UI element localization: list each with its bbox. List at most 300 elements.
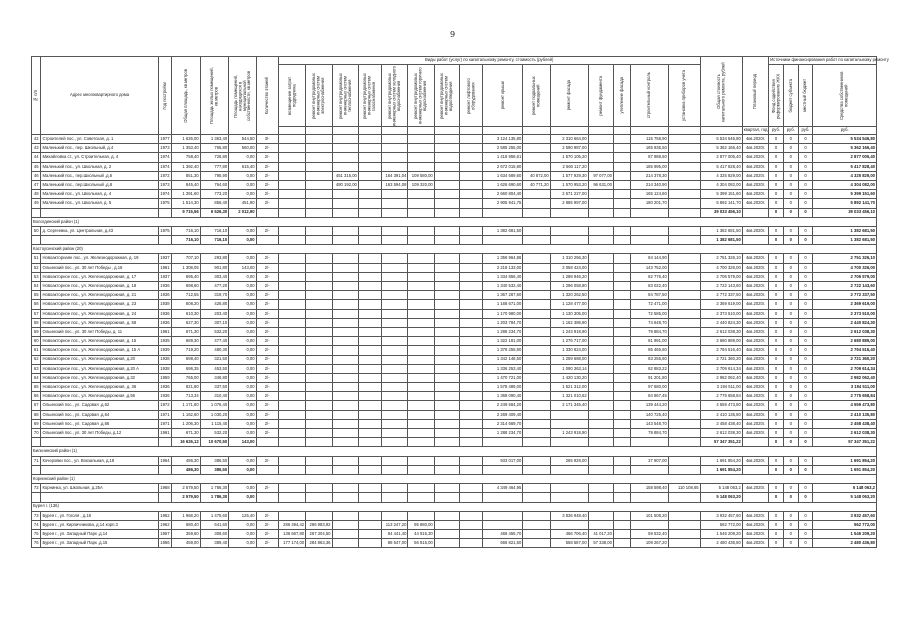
table-cell xyxy=(588,337,613,346)
table-cell: 4кв.2020г. xyxy=(742,511,768,520)
table-cell: 5 892 141,70 xyxy=(813,199,877,208)
table-cell xyxy=(668,254,700,263)
table-cell: 0 xyxy=(769,263,784,272)
table-cell: 451,90 xyxy=(229,199,256,208)
table-cell: 1 968,20 xyxy=(172,511,200,520)
table-cell: 0,00 xyxy=(229,327,256,336)
table-cell xyxy=(588,300,613,309)
table-cell xyxy=(358,254,381,263)
table-cell: 1 626 690,60 xyxy=(483,180,523,189)
table-cell xyxy=(278,392,305,401)
table-row xyxy=(32,511,877,520)
table-cell xyxy=(358,346,381,355)
table-cell xyxy=(382,346,408,355)
table-cell xyxy=(523,309,550,318)
table-cell: 0,00 xyxy=(229,180,256,189)
table-cell: 2/- xyxy=(256,318,278,327)
table-cell xyxy=(408,282,434,291)
table-cell: 0,00 xyxy=(229,153,256,162)
table-cell: 2 680 889,00 xyxy=(700,337,742,346)
table-cell xyxy=(434,318,459,327)
table-cell xyxy=(613,153,630,162)
table-cell xyxy=(668,419,700,428)
table-cell: 560,00 xyxy=(229,144,256,153)
table-cell xyxy=(588,364,613,373)
table-cell: 62 xyxy=(32,355,41,364)
table-cell: 712,55 xyxy=(172,291,200,300)
table-cell: 0 xyxy=(783,456,798,465)
table-cell xyxy=(306,327,332,336)
table-cell: 0 xyxy=(783,327,798,336)
table-cell xyxy=(668,429,700,438)
funding-col-header: местный бюджет xyxy=(798,65,813,127)
table-cell xyxy=(588,254,613,263)
table-cell xyxy=(668,327,700,336)
table-cell xyxy=(434,493,459,502)
table-cell: 671,30 xyxy=(172,429,200,438)
table-cell: 4кв.2020г. xyxy=(742,254,768,263)
table-row xyxy=(32,282,877,291)
table-cell xyxy=(742,493,768,502)
table-cell: 1974 xyxy=(158,153,172,162)
table-cell: 2 410 135,80 xyxy=(700,410,742,419)
table-cell: 4кв.2020г. xyxy=(742,282,768,291)
table-cell: 0 xyxy=(769,465,784,474)
table-cell: 164 391,04 xyxy=(382,171,408,180)
table-cell xyxy=(408,429,434,438)
work-col-header: ремонт фундамента xyxy=(588,65,613,127)
unit-rub: руб. xyxy=(798,127,813,135)
table-cell: 4кв.2020г. xyxy=(742,401,768,410)
table-cell: 57 347 351,22 xyxy=(700,438,742,447)
table-cell xyxy=(358,392,381,401)
table-cell: 610,30 xyxy=(172,309,200,318)
table-cell: 1936 xyxy=(158,291,172,300)
table-cell: 2 458 438,40 xyxy=(813,419,877,428)
table-cell xyxy=(434,236,459,245)
table-cell: 0 xyxy=(798,291,813,300)
table-cell xyxy=(523,254,550,263)
table-cell: 1 288 946,20 xyxy=(550,272,588,281)
table-cell: Маленький пос., пер. Школьный, д.4 xyxy=(41,144,158,153)
table-cell: 39 033 456,10 xyxy=(813,208,877,217)
table-cell xyxy=(382,364,408,373)
floors-header: Количество этажей xyxy=(256,57,278,135)
table-cell: 76 xyxy=(32,539,41,548)
table-cell xyxy=(668,456,700,465)
table-cell: 46 xyxy=(32,171,41,180)
table-cell: 1959 xyxy=(158,373,172,382)
table-cell xyxy=(278,226,305,235)
table-cell: 82 883,22 xyxy=(630,364,668,373)
table-cell: 101 508,20 xyxy=(630,511,668,520)
table-cell: 4кв.2020г. xyxy=(742,300,768,309)
table-cell: 0,00 xyxy=(229,373,256,382)
table-cell: 54 xyxy=(32,282,41,291)
table-cell xyxy=(358,493,381,502)
table-cell xyxy=(278,419,305,428)
table-cell: 0 xyxy=(769,208,784,217)
table-cell xyxy=(613,327,630,336)
table-cell: 695,40 xyxy=(172,272,200,281)
table-cell xyxy=(278,429,305,438)
table-cell xyxy=(668,355,700,364)
table-cell: 2/- xyxy=(256,190,278,199)
table-cell: 901,80 xyxy=(200,263,228,272)
table-cell xyxy=(408,419,434,428)
table-cell: 286 983,92 xyxy=(306,520,332,529)
table-cell xyxy=(460,291,483,300)
table-cell: 0 xyxy=(783,254,798,263)
table-cell: 0 xyxy=(798,272,813,281)
table-cell xyxy=(613,401,630,410)
table-cell xyxy=(523,226,550,235)
table-cell: 0 xyxy=(798,309,813,318)
table-cell xyxy=(332,493,358,502)
funding-group-header: Источники финансирования работ по капитальному ремонту xyxy=(769,57,877,65)
table-cell xyxy=(278,309,305,318)
table-cell: д. Сергеевка, ул. Центральная, д.43 xyxy=(41,226,158,235)
table-cell xyxy=(358,327,381,336)
table-cell xyxy=(306,383,332,392)
table-cell xyxy=(306,346,332,355)
table-cell: 386,50 xyxy=(200,456,228,465)
table-cell xyxy=(588,438,613,447)
table-cell xyxy=(483,511,523,520)
table-cell: 0 xyxy=(798,383,813,392)
table-cell xyxy=(523,300,550,309)
table-row xyxy=(32,392,877,401)
table-cell xyxy=(332,135,358,144)
table-cell xyxy=(332,539,358,548)
table-cell xyxy=(278,318,305,327)
table-cell xyxy=(332,263,358,272)
work-col-header: ремонт внутридомовых инженерных систем холодного водоснабжения xyxy=(382,65,408,127)
table-cell: 851,30 xyxy=(172,171,200,180)
table-cell: 4кв.2020г. xyxy=(742,327,768,336)
table-cell: 41 017,20 xyxy=(588,530,613,539)
table-cell xyxy=(668,309,700,318)
table-cell: 696,35 xyxy=(172,364,200,373)
table-cell: 2 612 038,30 xyxy=(813,429,877,438)
table-cell: 1 578 489,00 xyxy=(483,383,523,392)
table-cell: 4 304 082,00 xyxy=(700,180,742,189)
table-cell xyxy=(382,327,408,336)
table-cell xyxy=(613,530,630,539)
table-cell: 91 201,80 xyxy=(630,373,668,382)
table-cell: 177 174,00 xyxy=(278,539,305,548)
table-cell xyxy=(434,180,459,189)
table-cell xyxy=(358,383,381,392)
work-col-header: ремонт внутридомовых инженерных систем водоотведения xyxy=(434,65,459,127)
table-cell: 0 xyxy=(783,484,798,493)
table-cell xyxy=(588,208,613,217)
table-cell xyxy=(382,300,408,309)
table-cell: 1 288 234,70 xyxy=(483,327,523,336)
table-cell: 4кв.2020г. xyxy=(742,190,768,199)
table-cell: 1937 xyxy=(158,272,172,281)
table-cell: 0 xyxy=(783,410,798,419)
total-cost-header: Общая стоимость капитального ремонта, рублей xyxy=(700,57,742,127)
table-cell: 73 xyxy=(32,511,41,520)
table-cell: 3 932 457,60 xyxy=(813,511,877,520)
table-cell: 4кв.2020г. xyxy=(742,373,768,382)
table-cell xyxy=(278,401,305,410)
table-cell: 4кв.2020г. xyxy=(742,484,768,493)
funding-col-header: бюджет субъекта xyxy=(783,65,798,127)
table-cell: 0 xyxy=(798,318,813,327)
table-cell: 2/- xyxy=(256,419,278,428)
table-row xyxy=(32,419,877,428)
table-cell: 57 xyxy=(32,309,41,318)
table-cell: 0 xyxy=(769,162,784,171)
table-cell: 716,10 xyxy=(200,236,228,245)
table-cell: 0 xyxy=(798,254,813,263)
table-cell xyxy=(434,226,459,235)
table-cell xyxy=(332,383,358,392)
table-cell xyxy=(332,226,358,235)
table-cell: Новоакторное пос., ул. Железнодорожная, д. 24 xyxy=(41,309,158,318)
table-cell: 0,00 xyxy=(229,539,256,548)
table-cell: 2 706 579,00 xyxy=(813,272,877,281)
table-cell xyxy=(382,318,408,327)
table-cell: 1 382 681,50 xyxy=(700,236,742,245)
table-cell xyxy=(613,318,630,327)
table-cell: 933 017,00 xyxy=(483,456,523,465)
table-cell: 0,00 xyxy=(229,383,256,392)
table-cell xyxy=(358,208,381,217)
table-cell: 386,50 xyxy=(200,465,228,474)
table-cell: 466 706,40 xyxy=(550,530,588,539)
table-cell: 2/- xyxy=(256,171,278,180)
table-cell: 267 304,50 xyxy=(306,530,332,539)
table-cell xyxy=(434,171,459,180)
table-cell: 0 xyxy=(783,539,798,548)
table-cell: 1 162 386,90 xyxy=(550,318,588,327)
table-cell: Новоакторное пос., ул. Железнодорожная, д. 17 xyxy=(41,272,158,281)
table-cell xyxy=(382,190,408,199)
work-col-header: возмещение затрат подрядчика xyxy=(278,65,305,127)
table-cell xyxy=(588,263,613,272)
section-title: Кастоусинский район (20) xyxy=(32,245,877,254)
table-cell: 337,50 xyxy=(200,383,228,392)
table-cell: 1971 xyxy=(158,419,172,428)
table-cell xyxy=(613,373,630,382)
table-cell: 4кв.2020г. xyxy=(742,364,768,373)
table-cell xyxy=(434,346,459,355)
table-cell: 1971 xyxy=(158,410,172,419)
table-cell: 5 534 546,80 xyxy=(700,135,742,144)
table-cell xyxy=(358,355,381,364)
table-cell: 4кв.2020г. xyxy=(742,153,768,162)
table-cell xyxy=(32,208,41,217)
table-cell: 0 xyxy=(798,263,813,272)
table-cell xyxy=(358,272,381,281)
table-cell: 0 xyxy=(783,401,798,410)
table-cell: 79 884,70 xyxy=(630,327,668,336)
table-cell xyxy=(306,438,332,447)
table-cell xyxy=(408,410,434,419)
table-cell xyxy=(306,144,332,153)
table-cell xyxy=(332,190,358,199)
table-cell xyxy=(278,438,305,447)
table-cell: 1961 xyxy=(158,327,172,336)
table-cell xyxy=(588,493,613,502)
table-cell: 2 410 135,80 xyxy=(813,410,877,419)
table-cell: 0,00 xyxy=(229,190,256,199)
table-cell: 0 xyxy=(769,383,784,392)
table-cell: 68 xyxy=(32,410,41,419)
table-cell: 0,00 xyxy=(229,300,256,309)
table-cell xyxy=(588,135,613,144)
table-cell xyxy=(460,456,483,465)
table-cell: 0 xyxy=(769,272,784,281)
table-cell xyxy=(278,373,305,382)
table-cell: 1 168 671,00 xyxy=(483,300,523,309)
table-cell: 2/- xyxy=(256,337,278,346)
table-cell xyxy=(434,484,459,493)
table-cell xyxy=(306,190,332,199)
table-cell xyxy=(588,383,613,392)
table-cell xyxy=(358,180,381,189)
table-cell: Ольинский пос., ул. 30 лет Победы , д.16 xyxy=(41,263,158,272)
subtotal-row xyxy=(32,208,877,217)
table-cell: 321,50 xyxy=(200,355,228,364)
table-cell xyxy=(332,153,358,162)
table-cell: 0 xyxy=(769,300,784,309)
table-cell: 1 336 253,40 xyxy=(483,364,523,373)
table-cell: 5 148 063,20 xyxy=(813,493,877,502)
table-cell: 0 xyxy=(769,254,784,263)
table-cell xyxy=(668,180,700,189)
table-cell: 125,40 xyxy=(229,511,256,520)
table-cell: 1973 xyxy=(158,144,172,153)
table-cell xyxy=(32,236,41,245)
table-cell: 1977 xyxy=(158,135,172,144)
table-cell: 2/- xyxy=(256,282,278,291)
table-cell xyxy=(408,153,434,162)
table-cell xyxy=(306,392,332,401)
table-cell: 307,10 xyxy=(200,318,228,327)
table-cell xyxy=(306,493,332,502)
table-cell xyxy=(382,263,408,272)
table-cell xyxy=(32,438,41,447)
table-cell xyxy=(408,236,434,245)
table-cell xyxy=(382,392,408,401)
table-cell: 0 xyxy=(798,511,813,520)
table-cell xyxy=(306,272,332,281)
table-cell xyxy=(613,162,630,171)
table-cell: 2/- xyxy=(256,327,278,336)
table-cell: 1938 xyxy=(158,364,172,373)
table-row xyxy=(32,263,877,272)
table-cell xyxy=(408,327,434,336)
table-cell: 1 171,60 xyxy=(172,401,200,410)
table-cell xyxy=(306,318,332,327)
table-cell xyxy=(434,429,459,438)
table-cell xyxy=(613,171,630,180)
table-cell: 0 xyxy=(798,539,813,548)
table-cell: 627,30 xyxy=(172,318,200,327)
funding-col-header: Средства собственников помещений xyxy=(813,65,877,127)
table-cell: 143,00 xyxy=(229,263,256,272)
table-cell xyxy=(460,327,483,336)
table-cell xyxy=(668,144,700,153)
table-cell: 72 xyxy=(32,484,41,493)
table-cell: 95 880,00 xyxy=(408,520,434,529)
table-cell: 0 xyxy=(783,153,798,162)
table-cell xyxy=(668,226,700,235)
table-cell: 0 xyxy=(783,429,798,438)
table-cell: 5 417 828,40 xyxy=(813,162,877,171)
table-cell: 3 836 948,40 xyxy=(550,511,588,520)
table-cell: 57 338,00 xyxy=(588,539,613,548)
table-cell xyxy=(358,199,381,208)
table-cell: Новоакторное пос., ул. Железнодорожная, д. 36 xyxy=(41,383,158,392)
table-cell: 698,40 xyxy=(172,355,200,364)
table-cell: 773,20 xyxy=(200,190,228,199)
table-cell xyxy=(408,135,434,144)
table-cell xyxy=(523,530,550,539)
table-cell: 0 xyxy=(783,180,798,189)
table-cell: 2 314 669,70 xyxy=(483,419,523,428)
table-cell: Новоакторное пос., ул. Железнодорожная, д.20 А xyxy=(41,364,158,373)
page-number: 9 xyxy=(449,30,456,39)
table-cell xyxy=(668,511,700,520)
table-cell: 2 885 997,00 xyxy=(550,199,588,208)
table-cell xyxy=(358,520,381,529)
table-cell xyxy=(32,465,41,474)
table-cell xyxy=(613,135,630,144)
table-cell: 70 xyxy=(32,429,41,438)
table-cell xyxy=(382,309,408,318)
table-cell xyxy=(278,272,305,281)
table-cell xyxy=(278,236,305,245)
table-cell xyxy=(523,392,550,401)
table-cell: 2/- xyxy=(256,392,278,401)
table-cell: 4кв.2020г. xyxy=(742,318,768,327)
table-cell: 1 259 688,00 xyxy=(550,355,588,364)
table-cell: 1 470 721,00 xyxy=(483,373,523,382)
table-cell xyxy=(332,410,358,419)
table-cell xyxy=(408,465,434,474)
table-cell: 2/- xyxy=(256,153,278,162)
table-cell: 4кв.2020г. xyxy=(742,171,768,180)
table-cell xyxy=(613,144,630,153)
table-cell xyxy=(668,282,700,291)
table-cell xyxy=(382,337,408,346)
table-cell: 2 672 015,80 xyxy=(483,162,523,171)
work-col-header: ремонт внутридомовых инженерных систем горячего водоснабжения xyxy=(408,65,434,127)
table-cell: Михайловка ст., ул. Строительная, д. 4 xyxy=(41,153,158,162)
table-row xyxy=(32,373,877,382)
table-cell: 0 xyxy=(798,346,813,355)
table-cell: 2 982 062,40 xyxy=(813,373,877,382)
table-cell: 1 521 312,00 xyxy=(550,383,588,392)
table-cell xyxy=(523,493,550,502)
table-cell: 0 xyxy=(783,520,798,529)
table-cell xyxy=(382,162,408,171)
header-row-top xyxy=(32,57,877,65)
table-cell: 48 xyxy=(32,190,41,199)
table-cell: 5 148 063,20 xyxy=(700,493,742,502)
table-cell xyxy=(358,226,381,235)
table-cell: 1 170 980,00 xyxy=(483,309,523,318)
table-cell xyxy=(588,456,613,465)
table-cell: 0 xyxy=(769,392,784,401)
table-cell: 1 356 964,86 xyxy=(483,254,523,263)
table-cell: 2/- xyxy=(256,355,278,364)
